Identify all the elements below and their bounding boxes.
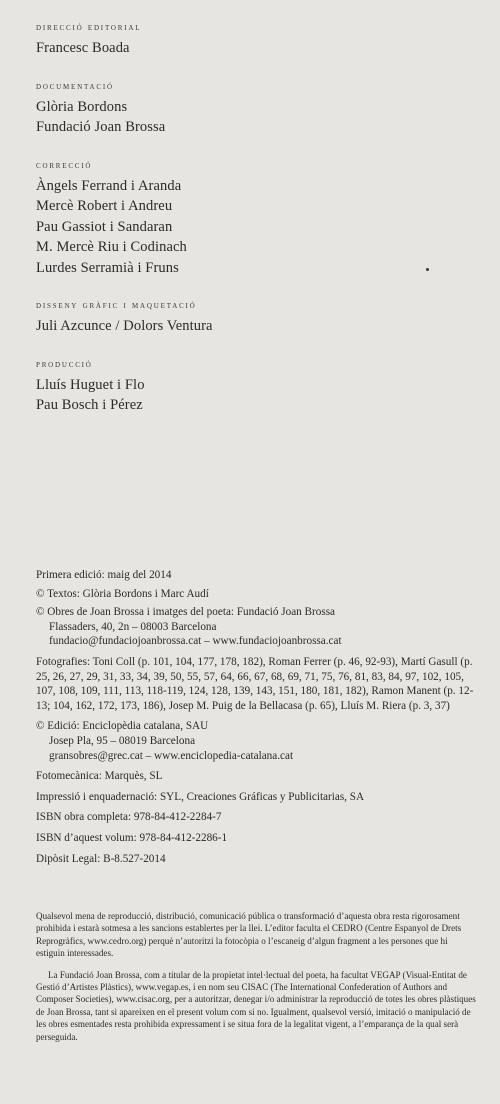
publisher-address: Josep Pla, 95 – 08019 Barcelona [49,734,196,747]
credits-block [36,22,476,438]
works-copyright: © Obres de Joan Brossa i imatges del poeta: Fundació Joan Brossa [36,606,336,619]
works-copyright-group [36,605,476,649]
credit-heading: producció [36,358,93,370]
works-address: Flassaders, 40, 2n – 08003 Barcelona [49,620,217,633]
rights-paragraph: La Fundació Joan Brossa, com a titular de la propietat intel·lectual del poeta, ha facultat VEGAP (Visual-Entitat de Gestió d’Artistes Plàstics), www.vegap.es, i en nom seu CISAC (The International Confederation of Authors and Composer Societies), www.cisac.org, per a autoritzar, denegar i/o administrar la reproducció de totes les obres plàstiques de Joan Brossa, tant si apareixen en el present volum com si no. Igualment, qualsevol versió, imitació o manipulació de les obres esmentades resta prohibida expressament i se situa fora de la legalitat vigent, a l’emparança de la qual serà perseguida. [36,969,476,1042]
credit-name: M. Mercè Riu i Codinach [36,239,187,255]
photo-credits: Fotografies: Toni Coll (p. 101, 104, 177, 178, 182), Roman Ferrer (p. 46, 92-93), Martí Gasull (p. 25, 26, 27, 29, 31, 33, 34, 39, 50, 55, 57, 64, 66, 67, 68, 69, 71, 75, 76, 81, 83, 84, 97, 102, 105, 107, 108, 109, 111, 113, 118-119, 124, 128, 139, 143, 151, 180, 181, 182), Ramon Manent (p. 12-13; 104, 162, 172, 173, 186), Josep M. Puig de la Bellacasa (p. 65), Lluís M. Riera (p. 3, 37) [36,655,474,712]
credit-name: Fundació Joan Brossa [36,119,166,135]
isbn-full: ISBN obra completa: 978-84-412-2284-7 [36,811,222,824]
credit-name: Lluís Huguet i Flo [36,376,145,393]
credit-heading: correcció [36,159,93,171]
paper-speck [426,268,429,271]
printing-line: Impressió i enquadernació: SYL, Creaciones Gráficas y Publicitarias, SA [36,790,365,803]
credit-heading: disseny gràfic i maquetació [36,300,197,311]
rights-notice [36,910,476,1052]
isbn-volume: ISBN d’aquest volum: 978-84-412-2286-1 [36,831,228,844]
credit-editorial [36,22,476,59]
credit-name: Glòria Bordons [36,98,128,115]
credit-correction [36,160,476,279]
texts-copyright: © Textos: Glòria Bordons i Marc Audí [36,587,209,600]
credit-name: Juli Azcunce / Dolors Ventura [36,318,213,334]
works-contact: fundacio@fundaciojoanbrossa.cat – www.fundaciojoanbrossa.cat [49,635,342,648]
legal-deposit: Dipòsit Legal: B-8.527-2014 [36,852,166,865]
credit-heading: documentació [36,80,114,92]
publisher-copyright: © Edició: Enciclopèdia catalana, SAU [36,720,209,733]
publisher-contact: gransobres@grec.cat – www.enciclopedia-catalana.cat [49,749,294,762]
edition-line: Primera edició: maig del 2014 [36,569,172,581]
credit-design [36,300,476,337]
credit-heading: direcció editorial [36,22,142,33]
credit-documentation [36,81,476,138]
credit-name: Francesc Boada [36,40,130,56]
imprint-block [36,568,476,872]
photomechanics-line: Fotomecànica: Marquès, SL [36,770,163,783]
credit-name: Pau Gassiot i Sandaran [36,218,173,235]
credit-name: Àngels Ferrand i Aranda [36,177,182,194]
rights-paragraph: Qualsevol mena de reproducció, distribució, comunicació pública o transformació d’aquesta obra resta rigorosament prohibida i estarà sotmesa a les sancions establertes per la llei. L’editor faculta el CEDRO (Centre Espanyol de Drets Reprogràfics, www.cedro.org) perquè n’autoritzi la fotocòpia o l’escaneig d’algun fragment a les persones que hi estiguin interessades. [36,911,462,959]
credit-production [36,359,476,416]
publisher-group [36,719,476,763]
credit-name: Lurdes Serramià i Fruns [36,259,179,276]
credit-name: Mercè Robert i Andreu [36,198,173,214]
credit-name: Pau Bosch i Pérez [36,397,143,413]
